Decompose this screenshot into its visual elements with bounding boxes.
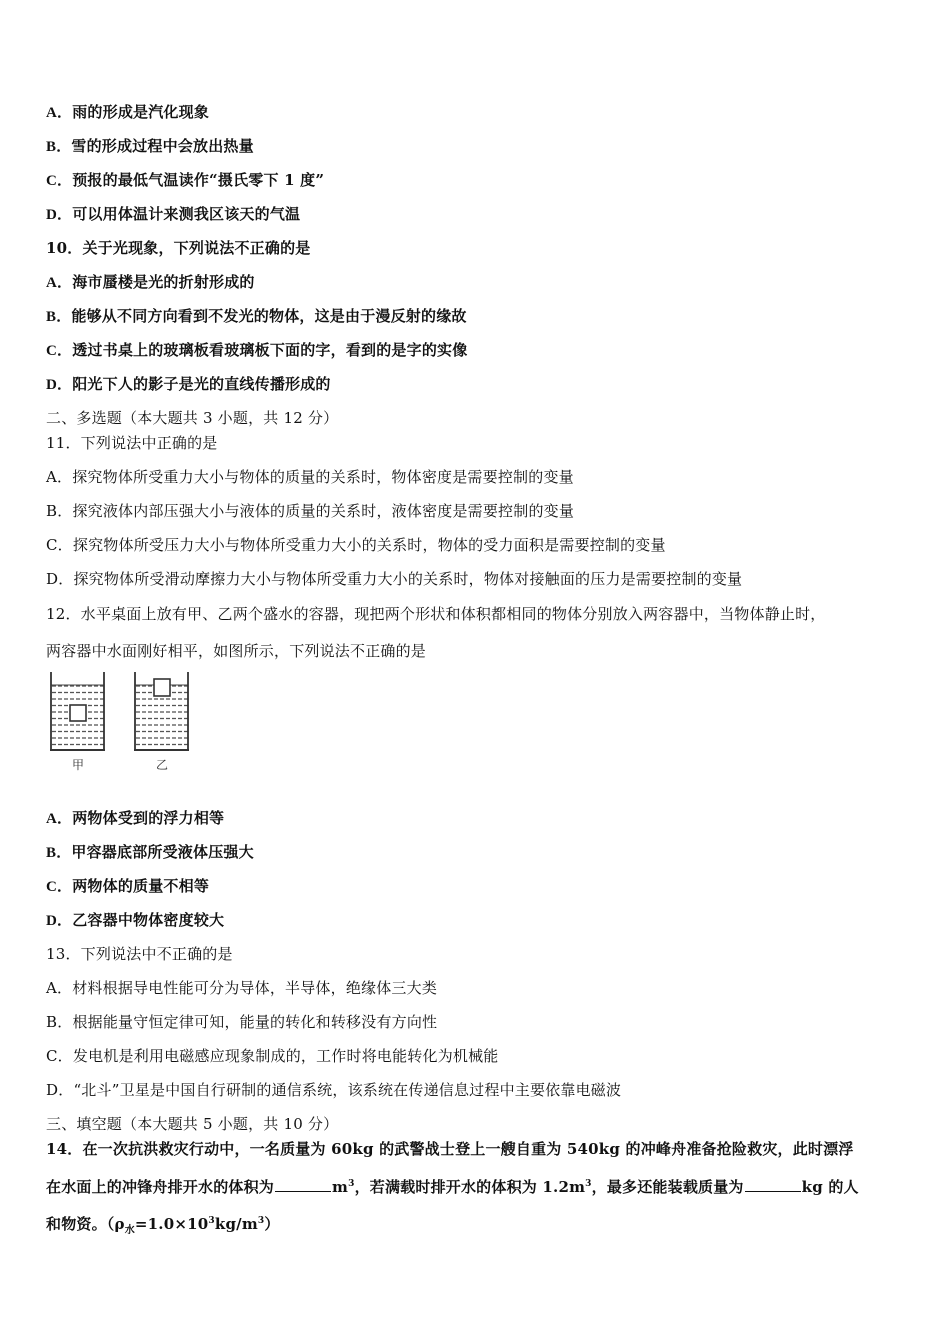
option-letter: B． [46,845,72,861]
q14-text-d: kg 的人 [801,1178,859,1196]
superscript: 3 [585,1179,592,1189]
q14-density-unit: kg/m [214,1215,258,1233]
section-title-fill-in: 三、填空题（本大题共 5 小题，共 10 分） [46,1115,339,1133]
q10-stem: 10．关于光现象，下列说法不正确的是 [46,239,311,257]
section-title-multiple-choice: 二、多选题（本大题共 3 小题，共 12 分） [46,409,339,427]
option-letter: C． [46,879,73,895]
option-text: 材料根据导电性能可分为导体，半导体，绝缘体三大类 [72,979,438,997]
q14-text-b: ，若满载时排开水的体积为 1.2m [354,1178,586,1196]
option-letter: B． [46,1013,73,1031]
q9-option-c [46,170,324,191]
option-letter: C． [46,1047,73,1065]
q10-option-b [46,306,467,327]
q11-option-a [46,467,574,487]
q10-option-c [46,340,467,361]
containers-figure [46,670,216,780]
option-text: 阳光下人的影子是光的直线传播形成的 [72,375,331,393]
answer-blank-mass[interactable] [745,1177,801,1192]
option-text: 两物体的质量不相等 [72,877,210,895]
option-letter: B． [46,139,72,155]
superscript: 3 [348,1179,355,1189]
option-letter: C． [46,536,73,554]
option-text: 乙容器中物体密度较大 [72,911,225,929]
option-letter: A． [46,979,73,997]
q13-option-d [46,1080,621,1100]
q14-text-c: ，最多还能装载质量为 [591,1178,744,1196]
container-jia [50,672,105,750]
option-text: 探究物体所受重力大小与物体的质量的关系时，物体密度是需要控制的变量 [72,468,574,486]
option-letter: D． [46,913,73,929]
container-yi [134,672,189,750]
superscript: 3 [257,1216,265,1226]
q13-stem: 13．下列说法中不正确的是 [46,945,233,963]
q11-option-b [46,501,574,521]
q10-option-d [46,374,331,395]
option-text: 雨的形成是汽化现象 [72,103,210,121]
option-letter: C． [46,173,73,189]
q12-option-d [46,910,224,931]
q12-stem-line1: 12．水平桌面上放有甲、乙两个盛水的容器，现把两个形状和体积都相同的物体分别放入两容器中，当物体静止时， [46,605,826,623]
option-text: 两物体受到的浮力相等 [72,809,225,827]
option-text: 探究液体内部压强大小与液体的质量的关系时，液体密度是需要控制的变量 [72,502,575,520]
q12-option-a [46,808,224,829]
q14-close-paren: ） [264,1215,280,1233]
submerged-block [70,705,86,721]
q11-stem: 11．下列说法中正确的是 [46,434,218,452]
option-text: 探究物体所受滑动摩擦力大小与物体所受重力大小的关系时，物体对接触面的压力是需要控制的变量 [73,570,743,588]
superscript: 3 [208,1216,215,1226]
option-letter: C． [46,343,73,359]
option-letter: A． [46,275,73,291]
q9-option-b [46,136,254,157]
q10-option-a [46,272,255,293]
q14-density-value: =1.0×10 [134,1215,209,1233]
option-text: 甲容器底部所受液体压强大 [71,843,254,861]
option-text: 透过书桌上的玻璃板看玻璃板下面的字，看到的是字的实像 [72,341,468,359]
q14-text-a: 在水面上的冲锋舟排开水的体积为 [46,1178,275,1196]
q14-line2 [46,1177,859,1197]
option-letter: B． [46,502,73,520]
option-letter: A． [46,468,73,486]
subscript-water: 水 [124,1225,135,1236]
option-text: “北斗”卫星是中国自行研制的通信系统，该系统在传递信息过程中主要依靠电磁波 [73,1081,622,1099]
unit-m: m [332,1178,349,1196]
container-label-yi: 乙 [156,758,169,772]
option-letter: A． [46,811,73,827]
answer-blank-volume[interactable] [275,1177,331,1192]
q14-line1: 14．在一次抗洪救灾行动中，一名质量为 60kg 的武警战士登上一艘自重为 540kg 的冲峰舟准备抢险救灾，此时漂浮 [46,1140,854,1158]
option-text: 探究物体所受压力大小与物体所受重力大小的关系时，物体的受力面积是需要控制的变量 [72,536,666,554]
q12-option-b [46,842,254,863]
option-text: 海市蜃楼是光的折射形成的 [72,273,255,291]
container-label-jia: 甲 [72,758,85,772]
option-letter: B． [46,309,72,325]
q14-text-e: 和物资。（ρ [46,1215,125,1233]
floating-block [154,679,170,696]
option-letter: D． [46,570,74,588]
option-letter: D． [46,1081,74,1099]
q12-stem-line2: 两容器中水面刚好相平，如图所示，下列说法不正确的是 [46,642,427,660]
option-letter: A． [46,105,73,121]
q13-option-a [46,978,437,998]
option-text: 根据能量守恒定律可知，能量的转化和转移没有方向性 [72,1013,438,1031]
option-letter: D． [46,207,73,223]
option-letter: D． [46,377,73,393]
q13-option-c [46,1046,499,1066]
option-text: 可以用体温计来测我区该天的气温 [72,205,301,223]
q14-line3 [46,1214,280,1234]
q9-option-d [46,204,300,225]
q11-option-d [46,569,742,589]
q9-option-a [46,102,209,123]
option-text: 能够从不同方向看到不发光的物体，这是由于漫反射的缘故 [71,307,467,325]
q11-option-c [46,535,666,555]
q12-option-c [46,876,209,897]
q13-option-b [46,1012,437,1032]
option-text: 发电机是利用电磁感应现象制成的，工作时将电能转化为机械能 [72,1047,499,1065]
option-text: 雪的形成过程中会放出热量 [71,137,254,155]
option-text: 预报的最低气温读作“摄氏零下 1 度” [72,171,325,189]
